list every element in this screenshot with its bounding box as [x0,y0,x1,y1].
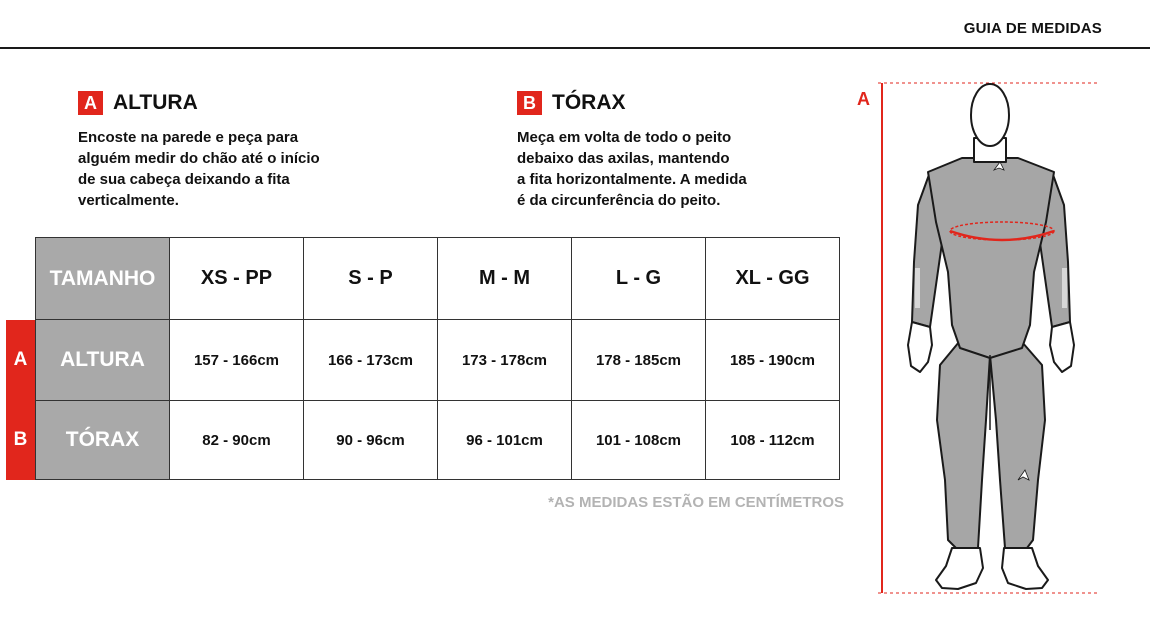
table-header-label: TAMANHO [36,238,170,320]
figure-label-a: A [857,89,870,109]
section-torax-badge: B [517,91,542,115]
left-hand [908,322,932,372]
table-cell: 166 - 173cm [304,320,438,401]
section-altura-heading [78,91,320,115]
size-header-cell: XL - GG [706,238,840,320]
table-cell: 90 - 96cm [304,401,438,480]
footnote: *AS MEDIDAS ESTÃO EM CENTÍMETROS [548,494,844,511]
left-leg [937,342,990,548]
right-hand [1050,322,1074,372]
row-letter: A [6,320,36,401]
section-altura-text: Encoste na parede e peça para alguém medir do chão até o início de sua cabeça deixando a fita verticalmente. [78,129,320,209]
section-torax-heading [517,91,747,115]
size-header-cell: XS - PP [170,238,304,320]
torso [928,158,1054,358]
page-title: GUIA DE MEDIDAS [963,20,1102,37]
right-foot [1002,548,1048,589]
section-torax [517,91,747,211]
section-altura-title: ALTURA [113,91,198,114]
section-torax-title: TÓRAX [552,91,626,114]
size-header-cell: M - M [438,238,572,320]
size-table [6,237,840,480]
table-row [6,320,840,401]
row-label: ALTURA [36,320,170,401]
table-cell: 96 - 101cm [438,401,572,480]
table-cell: 173 - 178cm [438,320,572,401]
sleeve-print-left [915,268,920,308]
section-altura-badge: A [78,91,103,115]
table-cell: 108 - 112cm [706,401,840,480]
table-header-row [6,238,840,320]
table-corner [6,238,36,320]
table-cell: 185 - 190cm [706,320,840,401]
table-row [6,401,840,480]
table-cell: 157 - 166cm [170,320,304,401]
section-torax-text: Meça em volta de todo o peito debaixo das axilas, mantendo a fita horizontalmente. A medida é da circunferência do peito. [517,129,747,209]
row-letter: B [6,401,36,480]
header-divider [0,47,1150,49]
row-label: TÓRAX [36,401,170,480]
body-suit-illustration [870,75,1110,605]
table-cell: 178 - 185cm [572,320,706,401]
left-foot [936,548,983,589]
table-cell: 101 - 108cm [572,401,706,480]
size-header-cell: S - P [304,238,438,320]
sleeve-print-right [1062,268,1067,308]
head [971,84,1009,146]
table-cell: 82 - 90cm [170,401,304,480]
section-altura [78,91,320,211]
size-header-cell: L - G [572,238,706,320]
right-leg [990,342,1045,548]
